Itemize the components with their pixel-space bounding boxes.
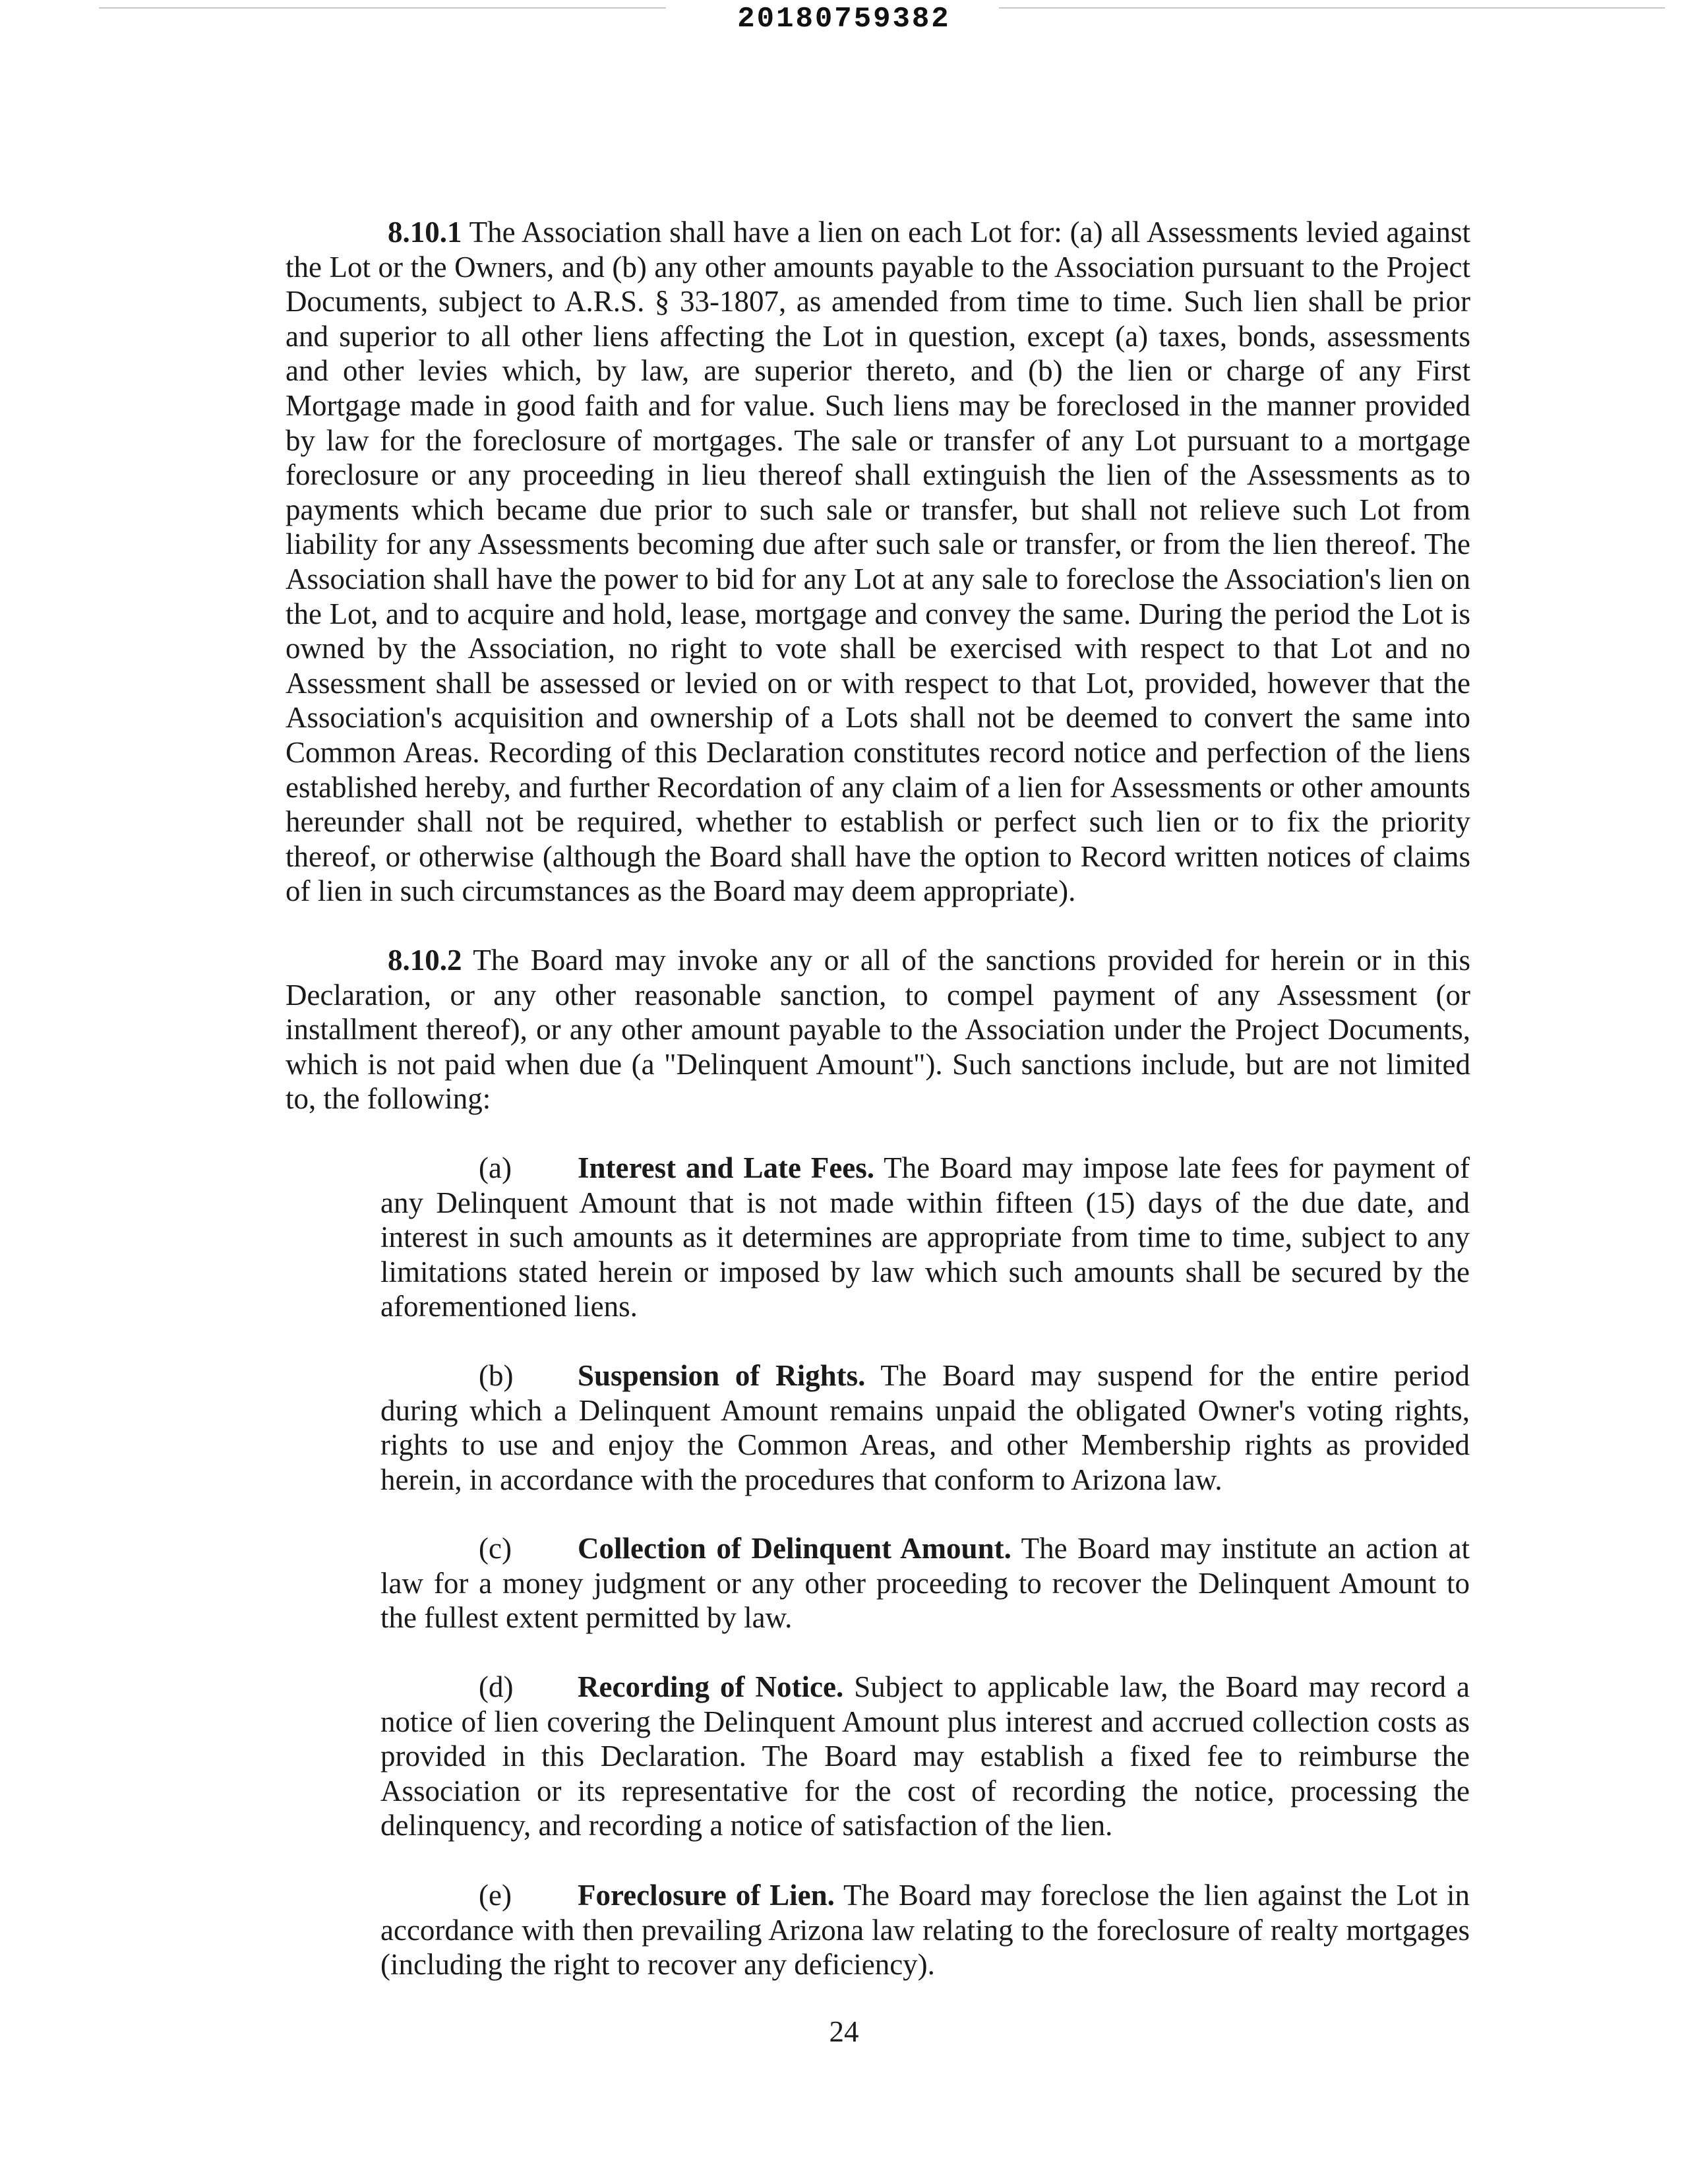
subsection-e (380, 1878, 1470, 1982)
subsection-heading: Suspension of Rights. (578, 1359, 866, 1392)
subsection-text: The Board may institute an action at law for a money judgment or any other proceeding to recover the Delinquent Amount to the fullest extent permitted by law. (380, 1532, 1470, 1635)
subsection-heading: Recording of Notice. (578, 1670, 844, 1703)
page-number: 24 (829, 2015, 859, 2048)
document-number: 20180759382 (737, 3, 951, 36)
section-8-10-2 (286, 943, 1470, 1116)
subsection-heading: Interest and Late Fees. (578, 1151, 875, 1184)
subsection-c (380, 1531, 1470, 1635)
subsection-marker: (c) (479, 1532, 512, 1565)
section-number: 8.10.1 (388, 216, 462, 249)
subsection-marker: (e) (479, 1879, 512, 1912)
subsection-heading: Collection of Delinquent Amount. (578, 1532, 1011, 1565)
subsection-text: The Board may suspend for the entire period during which a Delinquent Amount remains unpaid the obligated Owner's voting rights, rights to use and enjoy the Common Areas, and other Membership rights as provided herein, in accordance with the procedures that conform to Arizona law. (380, 1359, 1470, 1496)
subsection-text: Subject to applicable law, the Board may record a notice of lien covering the Delinquent Amount plus interest and accrued collection costs as provided in this Declaration. The Board may establish a fixed fee to reimburse the Association or its representative for the cost of recording the notice, processing the delinquency, and recording a notice of satisfaction of the lien. (380, 1670, 1470, 1842)
subsection-b (380, 1358, 1470, 1497)
subsection-heading: Foreclosure of Lien. (578, 1879, 835, 1912)
subsection-marker: (b) (479, 1359, 514, 1392)
subsection-marker: (a) (479, 1151, 512, 1184)
subsection-a (380, 1151, 1470, 1324)
section-number: 8.10.2 (388, 944, 462, 977)
section-8-10-1 (286, 215, 1470, 909)
section-text: The Board may invoke any or all of the sanctions provided for herein or in this Declaration, or any other reasonable sanction, to compel payment of any Assessment (or installment thereof), or any other amount payable to the Association under the Project Documents, which is not paid when due (a "Delinquent Amount"). Such sanctions include, but are not limited to, the following: (286, 944, 1470, 1116)
subsection-text: The Board may impose late fees for payment of any Delinquent Amount that is not made within fifteen (15) days of the due date, and interest in such amounts as it determines are appropriate from time to time, subject to any limitations stated herein or imposed by law which such amounts shall be secured by the aforementioned liens. (380, 1151, 1470, 1323)
subsection-marker: (d) (479, 1670, 514, 1703)
subsection-text: The Board may foreclose the lien against the Lot in accordance with then prevailing Arizona law relating to the foreclosure of realty mortgages (including the right to recover any deficiency). (380, 1879, 1470, 1982)
subsection-d (380, 1670, 1470, 1843)
section-text: The Association shall have a lien on each Lot for: (a) all Assessments levied against the Lot or the Owners, and (b) any other amounts payable to the Association pursuant to the Project Documents, subject to A.R.S. § 33-1807, as amended from time to time. Such lien shall be prior and superior to all other liens affecting the Lot in question, except (a) taxes, bonds, assessments and other levies which, by law, are superior thereto, and (b) the lien or charge of any First Mortgage made in good faith and for value. Such liens may be foreclosed in the manner provided by law for the foreclosure of mortgages. The sale or transfer of any Lot pursuant to a mortgage foreclosure or any proceeding in lieu thereof shall extinguish the lien of the Assessments as to payments which became due prior to such sale or transfer, but shall not relieve such Lot from liability for any Assessments becoming due after such sale or transfer, or from the lien thereof. The Association shall have the power to bid for any Lot at any sale to foreclose the Association's lien on the Lot, and to acquire and hold, lease, mortgage and convey the same. During the period the Lot is owned by the Association, no right to vote shall be exercised with respect to that Lot and no Assessment shall be assessed or levied on or with respect to that Lot, provided, however that the Association's acquisition and ownership of a Lots shall not be deemed to convert the same into Common Areas. Recording of this Declaration constitutes record notice and perfection of the liens established hereby, and further Recordation of any claim of a lien for Assessments or other amounts hereunder shall not be required, whether to establish or perfect such lien or to fix the priority thereof, or otherwise (although the Board shall have the option to Record written notices of claims of lien in such circumstances as the Board may deem appropriate). (286, 216, 1471, 908)
